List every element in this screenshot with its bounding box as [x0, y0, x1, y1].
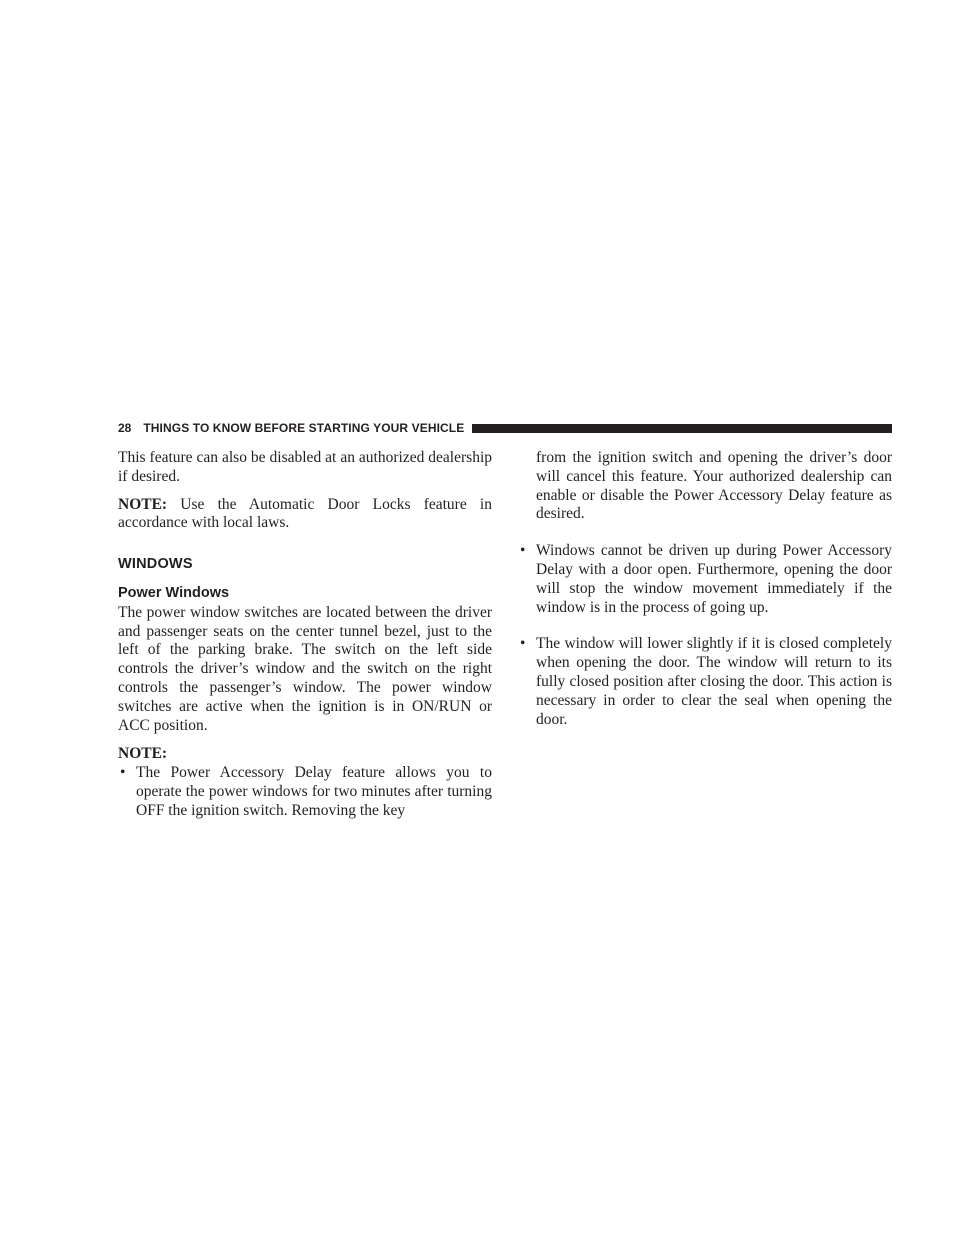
note-bullet-list: [118, 764, 492, 820]
intro-paragraph: This feature can also be disabled at an authorized dealership if desired.: [118, 449, 492, 485]
note-text: Use the Automatic Door Locks feature in accordance with local laws.: [118, 495, 492, 532]
right-column: [518, 449, 892, 738]
note-door-locks: [118, 496, 492, 534]
header-rule: [472, 424, 892, 433]
page-header: [118, 419, 892, 437]
list-item: [118, 764, 492, 820]
list-item: [518, 542, 892, 617]
bullet-icon: •: [520, 542, 526, 560]
subsection-title-power-windows: Power Windows: [118, 584, 230, 601]
bullet-text: The window will lower slightly if it is closed completely when opening the door. The window will return to its fully closed position after closing the door. This action is necessary in order to clear the seal when opening the door.: [536, 635, 892, 728]
note-label-2: NOTE:: [118, 745, 168, 763]
bullet-icon: •: [120, 764, 126, 782]
note-bullet-list-continued: [518, 542, 892, 729]
section-title-windows: WINDOWS: [118, 556, 193, 573]
left-column: [118, 449, 492, 821]
list-item: [518, 635, 892, 729]
power-windows-paragraph: The power window switches are located between the driver and passenger seats on the center tunnel bezel, just to the left of the parking brake. The switch on the left side controls the driver’s window and the switch on the right controls the passenger’s window. The power window switches are active when the ignition is in ON/RUN or ACC position.: [118, 603, 492, 734]
bullet-text: Windows cannot be driven up during Power Accessory Delay with a door open. Furthermore, opening the door will stop the window movement immediately if the window is in the process of going up.: [536, 542, 892, 616]
header-title: THINGS TO KNOW BEFORE STARTING YOUR VEHICLE: [143, 421, 465, 435]
page-number: 28: [118, 421, 132, 435]
bullet-icon: •: [520, 635, 526, 653]
bullet-text: The Power Accessory Delay feature allows you to operate the power windows for two minutes after turning OFF the ignition switch. Removing the key: [136, 764, 492, 819]
note-label: NOTE:: [118, 495, 168, 513]
bullet-continuation: from the ignition switch and opening the driver’s door will cancel this feature. Your authorized dealership can enable or disable the Power Accessory Delay feature as desired.: [536, 449, 892, 523]
